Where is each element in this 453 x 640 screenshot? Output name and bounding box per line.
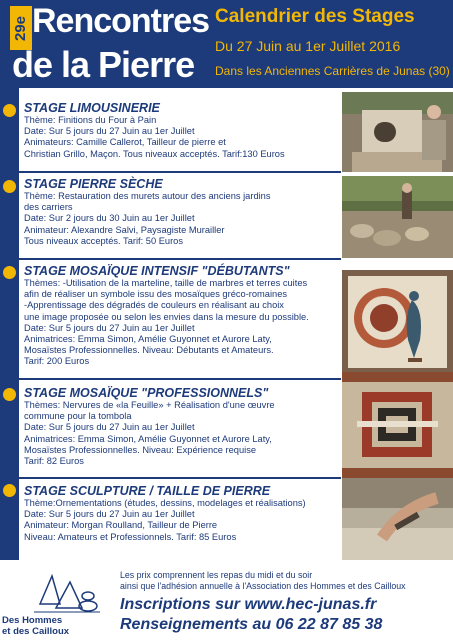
- stage-title: STAGE LIMOUSINERIE: [24, 101, 160, 115]
- stage-line: Tous niveaux acceptés. Tarif: 50 Euros: [24, 235, 183, 246]
- logo-line: Des Hommes: [2, 615, 63, 626]
- stage-limousinerie: [24, 101, 342, 160]
- association-logo-text: [2, 616, 69, 637]
- inscriptions-link[interactable]: Inscriptions sur www.hec-junas.fr: [120, 596, 377, 613]
- photo-bread-oven: [342, 92, 453, 172]
- footer-note-line: Les prix comprennent les repas du midi et du soir: [120, 570, 313, 580]
- footer-note-line: ainsi que l'adhésion annuelle à l'Association des Hommes et des Cailloux: [120, 580, 406, 591]
- stage-line: une image proposée ou selon les envies dans la mesure du possible.: [24, 311, 309, 322]
- edition-badge: 29e: [10, 6, 32, 50]
- cairn-logo-icon: [30, 564, 102, 616]
- calendar-title: Calendrier des Stages: [215, 6, 415, 27]
- stage-line: Thème: Finitions du Four à Pain: [24, 115, 157, 125]
- stage-line: des carriers: [24, 202, 73, 213]
- left-decor-bar: [0, 88, 19, 560]
- stage-line: Animatrices: Emma Simon, Amélie Guyonnet et Aurore Laty,: [24, 433, 272, 444]
- stage-line: Date: Sur 5 jours du 27 Juin au 1er Juillet: [24, 322, 195, 333]
- stage-line: Mosaïstes Professionnelles. Niveau: Expérience requise: [24, 444, 257, 455]
- stage-line: Tarif: 200 Euros: [24, 356, 90, 367]
- stage-separator: [19, 378, 341, 380]
- stage-line: Animateurs: Camille Callerot, Tailleur de pierre et: [24, 137, 226, 148]
- stage-title: STAGE MOSAÏQUE "PROFESSIONNELS": [24, 386, 269, 400]
- event-title-line1: Rencontres: [32, 2, 210, 40]
- stage-line: -Apprentissage des dégradés de couleurs en réalisant au choix: [24, 300, 284, 311]
- stage-line: Tarif: 82 Euros: [24, 456, 84, 467]
- event-place: Dans les Anciennes Carrières de Junas (30): [215, 64, 450, 78]
- stage-line: Mosaïstes Professionnelles. Niveau: Débutants et Amateurs.: [24, 345, 274, 356]
- stage-line: Date: Sur 5 jours du 27 Juin au 1er Juillet: [24, 126, 195, 137]
- stage-line: Animateur: Morgan Roulland, Tailleur de Pierre: [24, 520, 218, 531]
- stage-line: Date: Sur 5 jours du 27 Juin au 1er Juillet: [24, 509, 195, 520]
- stage-mosaique-professionnels: [24, 386, 342, 467]
- logo-line: et des Cailloux: [2, 625, 70, 637]
- event-title-line2: de la Pierre: [12, 44, 195, 85]
- stage-line: Animateur: Alexandre Salvi, Paysagiste Murailler: [24, 224, 225, 235]
- bullet-dot-icon: [3, 266, 16, 279]
- stage-title: STAGE PIERRE SÈCHE: [24, 177, 163, 191]
- photo-knot-mosaic: [342, 372, 453, 478]
- stage-line: Thème:Ornementations (études, dessins, modelages et réalisations): [24, 498, 306, 508]
- bullet-dot-icon: [3, 484, 16, 497]
- stage-mosaique-debutants: [24, 264, 342, 368]
- stage-separator: [19, 171, 341, 173]
- stage-line: Thème: Restauration des murets autour des anciens jardins: [24, 191, 271, 201]
- stage-line: Christian Grillo, Maçon. Tous niveaux acceptés. Tarif:130 Euros: [24, 148, 285, 159]
- photo-dry-stone-wall: [342, 176, 453, 258]
- renseignements-phone[interactable]: Renseignements au 06 22 87 85 38: [120, 616, 383, 633]
- stage-line: afin de réaliser un symbole issu des mosaïques gréco-romaines: [24, 289, 288, 300]
- bullet-dot-icon: [3, 104, 16, 117]
- stage-pierre-seche: [24, 177, 342, 247]
- header-banner: [0, 0, 453, 88]
- stage-line: Date: Sur 5 jours du 27 Juin au 1er Juillet: [24, 422, 195, 433]
- stage-line: Niveau: Amateurs et Professionnels. Tarif: 85 Euros: [24, 531, 237, 542]
- stage-sculpture: [24, 484, 342, 543]
- stage-line: commune pour la tombola: [24, 411, 132, 422]
- stage-title: STAGE SCULPTURE / TAILLE DE PIERRE: [24, 484, 271, 498]
- bullet-dot-icon: [3, 180, 16, 193]
- bullet-dot-icon: [3, 388, 16, 401]
- stage-line: Thèmes: Nervures de «la Feuille» + Réalisation d'une œuvre: [24, 400, 275, 410]
- event-dates: Du 27 Juin au 1er Juillet 2016: [215, 38, 401, 54]
- stage-line: Date: Sur 2 jours du 30 Juin au 1er Juillet: [24, 213, 195, 224]
- stage-title: STAGE MOSAÏQUE INTENSIF "DÉBUTANTS": [24, 264, 290, 278]
- stage-separator: [19, 258, 341, 260]
- stage-line: Thèmes: -Utilisation de la marteline, taille de marbres et terres cuites: [24, 278, 308, 288]
- photo-stone-sculpting: [342, 478, 453, 560]
- stage-line: Animatrices: Emma Simon, Amélie Guyonnet et Aurore Laty,: [24, 334, 272, 345]
- footer-price-note: [120, 570, 406, 591]
- stage-separator: [19, 477, 341, 479]
- photo-peacock-mosaic: [342, 270, 453, 374]
